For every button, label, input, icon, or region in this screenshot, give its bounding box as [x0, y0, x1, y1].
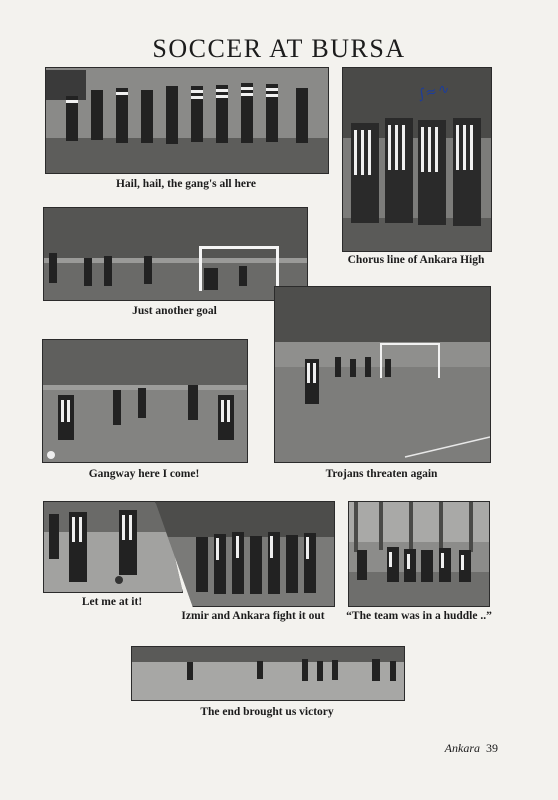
photo-goal — [43, 207, 308, 301]
caption-gangway: Gangway here I come! — [88, 468, 200, 480]
handwritten-signature-icon: ∫≈∿ — [416, 80, 451, 104]
caption-gang: Hail, hail, the gang's all here — [115, 178, 257, 190]
caption-letme: Let me at it! — [81, 596, 143, 608]
caption-trojans: Trojans threaten again — [325, 468, 438, 480]
photo-trojans — [274, 286, 491, 463]
caption-victory: The end brought us victory — [200, 706, 334, 718]
footer-school-name: Ankara — [444, 741, 480, 755]
photo-huddle — [348, 501, 490, 607]
photo-chorus — [342, 67, 492, 252]
caption-izmir: Izmir and Ankara fight it out — [181, 610, 325, 622]
caption-goal: Just another goal — [132, 305, 217, 317]
photo-gangway — [42, 339, 248, 463]
page-title: SOCCER AT BURSA — [152, 34, 406, 63]
photo-gang — [45, 67, 329, 174]
caption-huddle: “The team was in a huddle ..” — [346, 610, 492, 622]
caption-chorus: Chorus line of Ankara High — [347, 254, 485, 266]
page-footer — [445, 741, 498, 756]
page-number: 39 — [486, 741, 498, 755]
photo-victory — [131, 646, 405, 701]
